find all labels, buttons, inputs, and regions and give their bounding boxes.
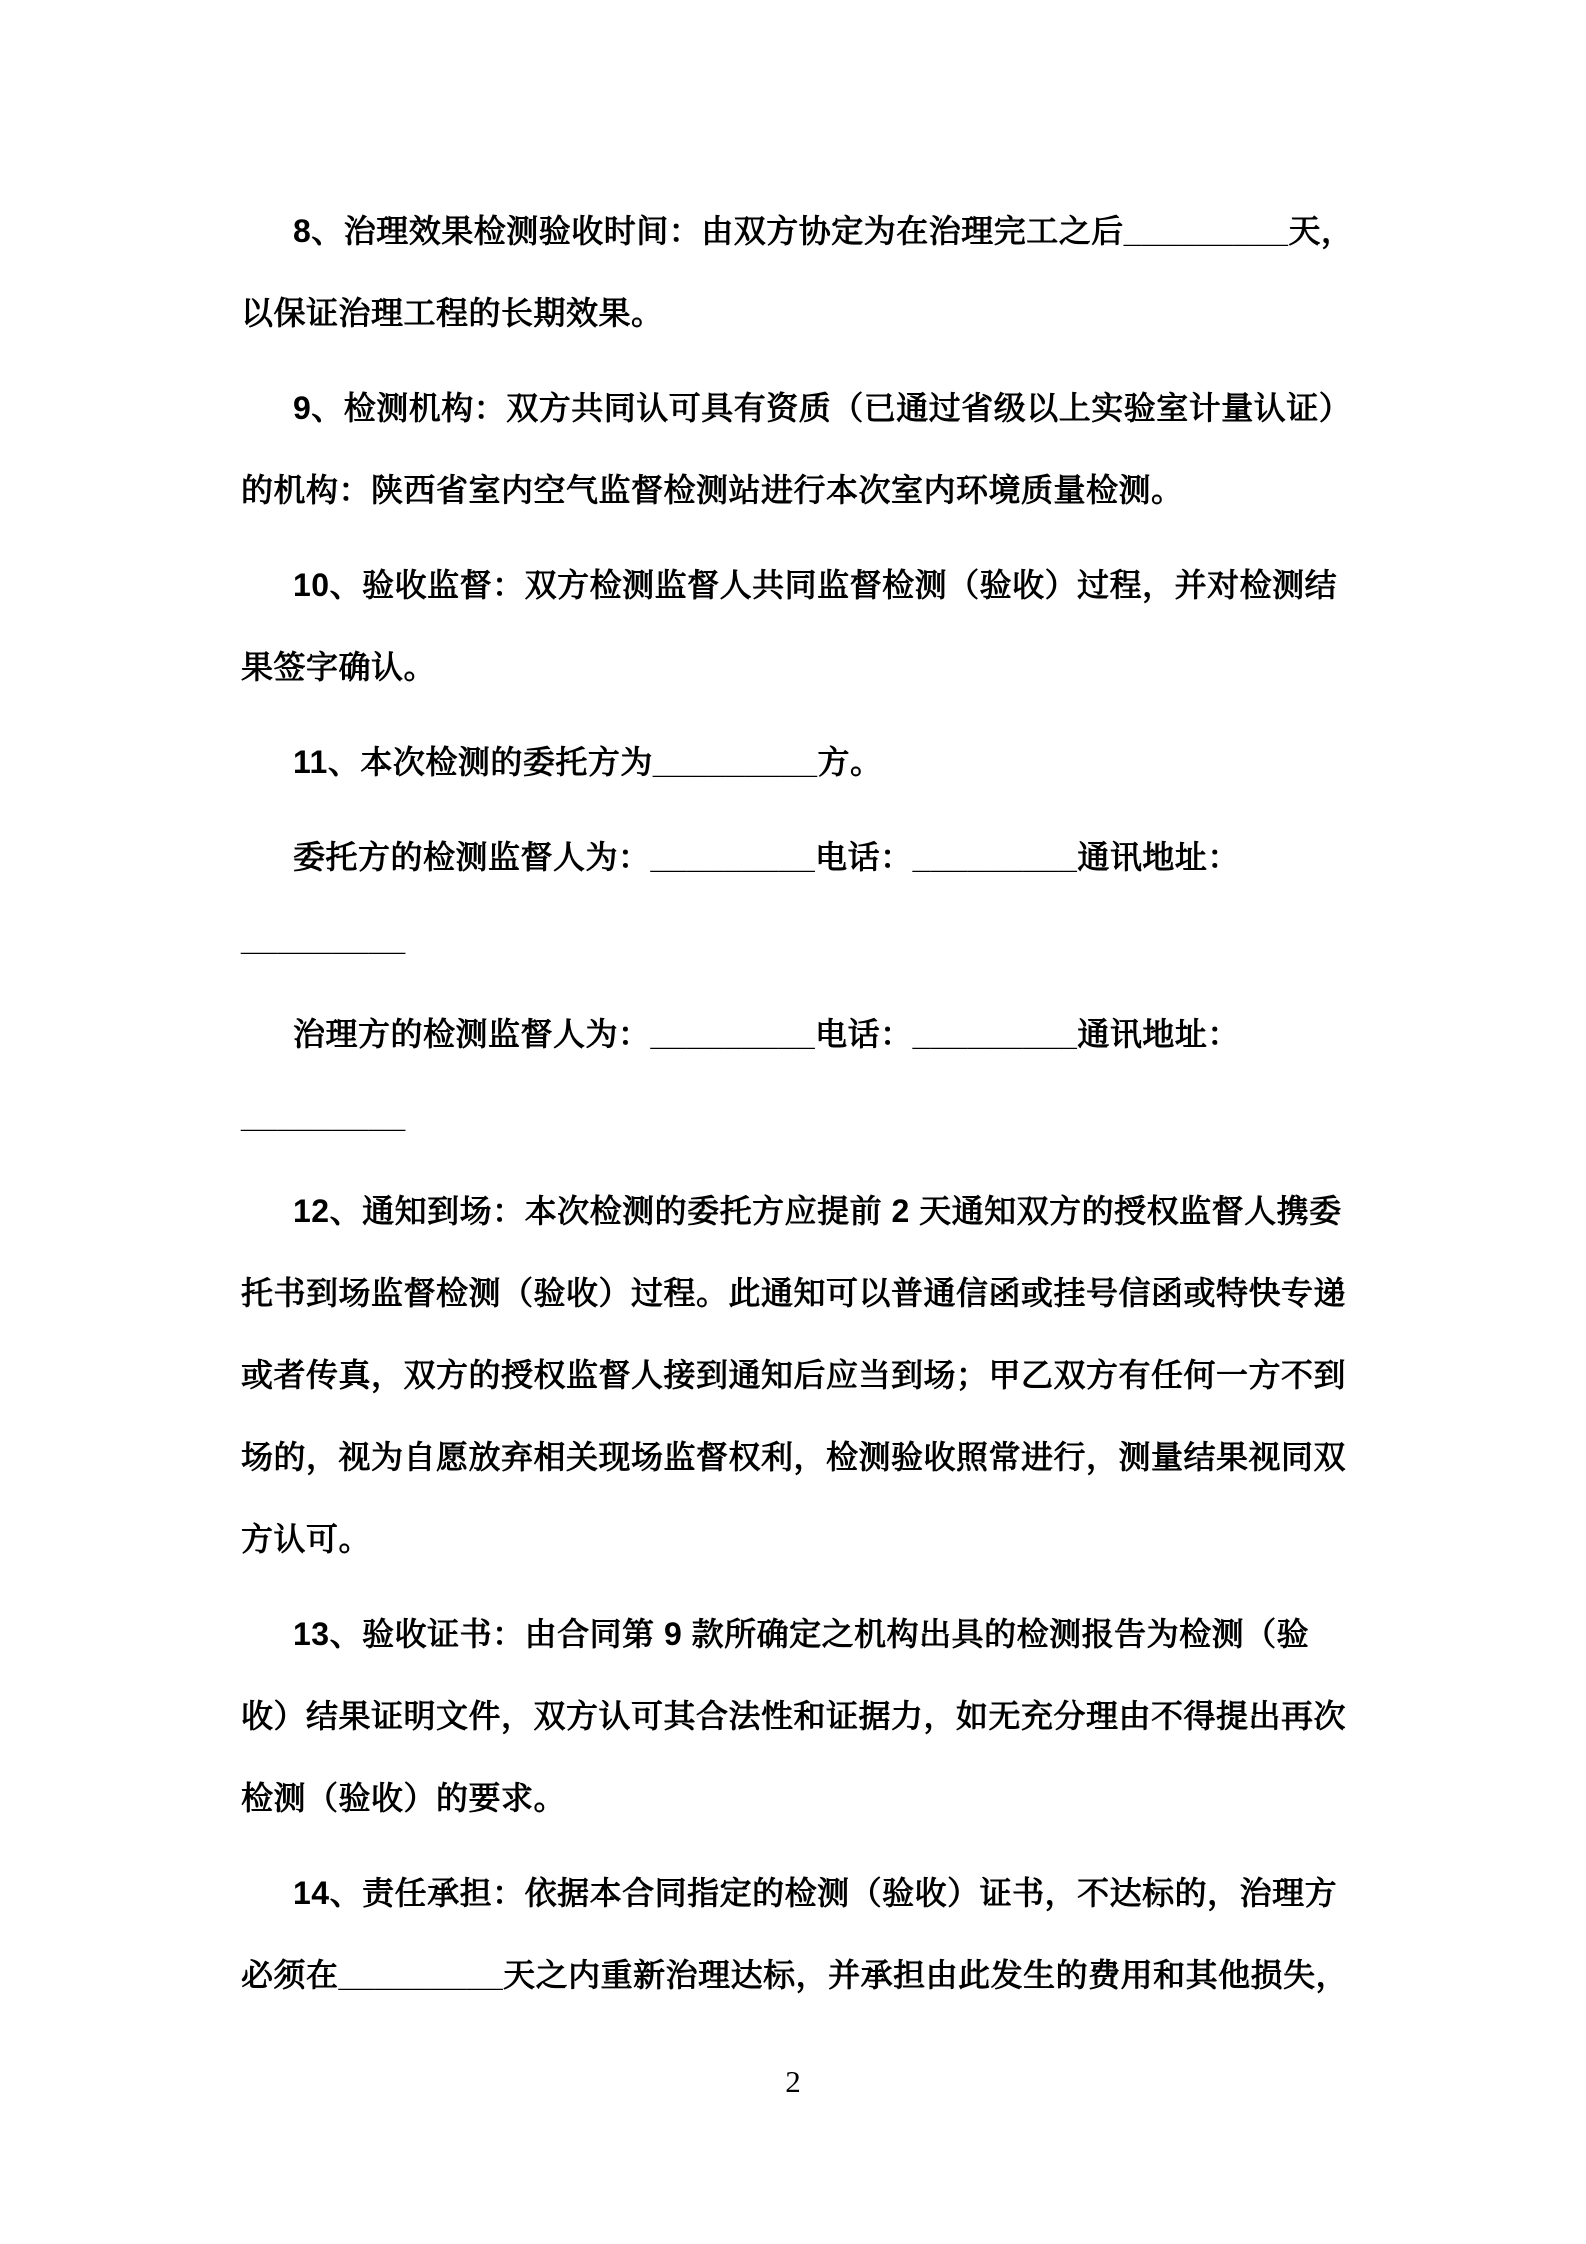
paragraph	[241, 816, 1336, 980]
paragraph	[241, 190, 1354, 354]
text-line: 或者传真，双方的授权监督人接到通知后应当到场；甲乙双方有任何一方不到	[241, 1357, 1347, 1393]
paragraph	[241, 993, 1336, 1157]
text-line: 11、本次检测的委托方为_________方。	[293, 744, 883, 780]
text-line: 的机构：陕西省室内空气监督检测站进行本次室内环境质量检测。	[241, 472, 1184, 508]
paragraph	[241, 1852, 1349, 2016]
text-line: 检测（验收）的要求。	[241, 1780, 567, 1816]
paragraph	[241, 1170, 1347, 1580]
text-line: _________	[241, 1098, 406, 1134]
text-line: 必须在_________天之内重新治理达标，并承担由此发生的费用和其他损失，	[241, 1957, 1349, 1993]
page-number: 2	[785, 2064, 801, 2099]
text-line: 以保证治理工程的长期效果。	[241, 295, 664, 331]
paragraph	[241, 544, 1336, 708]
paragraph	[241, 721, 1336, 803]
text-line: 9、检测机构：双方共同认可具有资质（已通过省级以上实验室计量认证）	[293, 390, 1352, 426]
text-line: _________	[241, 921, 406, 957]
text-line: 果签字确认。	[241, 649, 437, 685]
paragraph	[241, 1593, 1347, 1839]
paragraph	[241, 367, 1352, 531]
text-line: 方认可。	[241, 1521, 372, 1557]
text-line: 委托方的检测监督人为：_________电话：_________通讯地址：	[293, 839, 1240, 875]
text-line: 8、治理效果检测验收时间：由双方协定为在治理完工之后_________天，	[293, 213, 1354, 249]
document-body	[241, 190, 1354, 2029]
text-line: 10、验收监督：双方检测监督人共同监督检测（验收）过程，并对检测结	[293, 567, 1338, 603]
text-line: 14、责任承担：依据本合同指定的检测（验收）证书，不达标的，治理方	[293, 1875, 1338, 1911]
text-line: 13、验收证书：由合同第 9 款所确定之机构出具的检测报告为检测（验	[293, 1616, 1310, 1652]
text-line: 场的，视为自愿放弃相关现场监督权利，检测验收照常进行，测量结果视同双	[241, 1439, 1347, 1475]
text-line: 治理方的检测监督人为：_________电话：_________通讯地址：	[293, 1016, 1240, 1052]
text-line: 12、通知到场：本次检测的委托方应提前 2 天通知双方的授权监督人携委	[293, 1193, 1342, 1229]
text-line: 收）结果证明文件，双方认可其合法性和证据力，如无充分理由不得提出再次	[241, 1698, 1347, 1734]
text-line: 托书到场监督检测（验收）过程。此通知可以普通信函或挂号信函或特快专递	[241, 1275, 1347, 1311]
